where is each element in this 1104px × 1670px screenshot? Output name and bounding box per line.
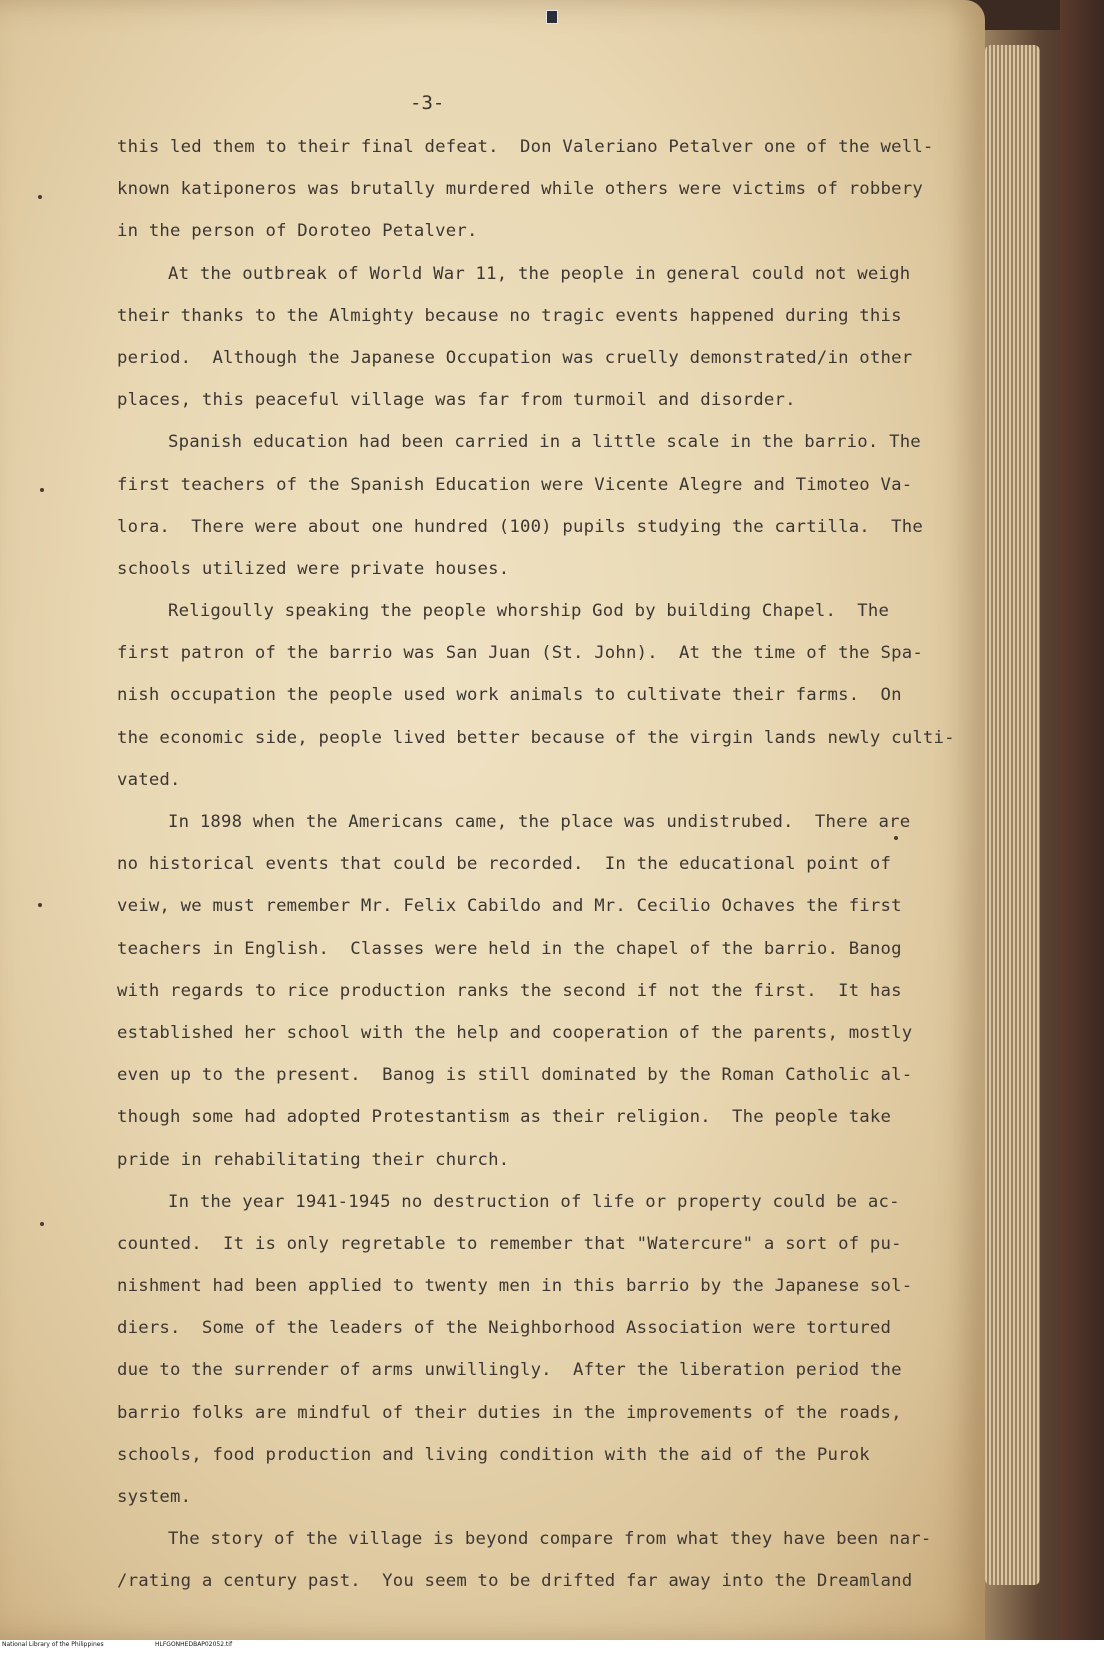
page-stack bbox=[985, 45, 1040, 1585]
text-line: their thanks to the Almighty because no tragic events happened during this bbox=[117, 305, 902, 326]
text-line: diers. Some of the leaders of the Neighborhood Association were tortured bbox=[117, 1318, 892, 1339]
text-line: schools utilized were private houses. bbox=[117, 558, 510, 579]
text-line: even up to the present. Banog is still dominated by the Roman Catholic al- bbox=[117, 1065, 913, 1086]
library-credit: National Library of the Philippines bbox=[2, 1641, 104, 1648]
text-line: with regards to rice production ranks the second if not the first. It has bbox=[117, 980, 902, 1001]
text-line: In the year 1941-1945 no destruction of life or property could be ac- bbox=[168, 1191, 900, 1212]
text-line: schools, food production and living condition with the aid of the Purok bbox=[117, 1444, 870, 1465]
paper-speck bbox=[38, 903, 42, 907]
text-line: Religoully speaking the people whorship God by building Chapel. The bbox=[168, 601, 890, 622]
text-line: teachers in English. Classes were held in the chapel of the barrio. Banog bbox=[117, 938, 902, 959]
file-name: HLFGONHEDBAP02052.tif bbox=[155, 1641, 233, 1648]
text-line: system. bbox=[117, 1487, 192, 1507]
text-line: nish occupation the people used work animals to cultivate their farms. On bbox=[117, 685, 902, 706]
text-line: in the person of Doroteo Petalver. bbox=[117, 221, 478, 242]
text-line: first teachers of the Spanish Education were Vicente Alegre and Timoteo Va- bbox=[117, 474, 913, 495]
text-line: the economic side, people lived better because of the virgin lands newly culti- bbox=[117, 727, 955, 748]
text-line: period. Although the Japanese Occupation was cruelly demonstrated/in other bbox=[117, 347, 913, 368]
paper-speck bbox=[40, 488, 44, 492]
text-line: first patron of the barrio was San Juan (St. John). At the time of the Spa- bbox=[117, 643, 923, 664]
book-cover bbox=[1060, 0, 1104, 1640]
footer-bar bbox=[0, 1640, 1104, 1650]
text-line: this led them to their final defeat. Don Valeriano Petalver one of the well- bbox=[117, 137, 934, 157]
text-line: counted. It is only regretable to remember that "Watercure" a sort of pu- bbox=[117, 1233, 902, 1254]
text-line: established her school with the help and cooperation of the parents, mostly bbox=[117, 1022, 913, 1043]
text-line: At the outbreak of World War 11, the people in general could not weigh bbox=[168, 263, 911, 284]
typed-text-body bbox=[117, 126, 955, 1603]
text-line: Spanish education had been carried in a little scale in the barrio. The bbox=[168, 432, 921, 453]
text-line: barrio folks are mindful of their duties in the improvements of the roads, bbox=[117, 1402, 902, 1423]
text-line: veiw, we must remember Mr. Felix Cabildo and Mr. Cecilio Ochaves the first bbox=[117, 896, 902, 917]
text-line: pride in rehabilitating their church. bbox=[117, 1149, 510, 1170]
text-line: due to the surrender of arms unwillingly. After the liberation period the bbox=[117, 1360, 902, 1381]
text-line: places, this peaceful village was far from turmoil and disorder. bbox=[117, 390, 796, 411]
paper-speck bbox=[38, 195, 42, 199]
text-line: In 1898 when the Americans came, the place was undistrubed. There are bbox=[168, 812, 911, 832]
text-line: known katiponeros was brutally murdered while others were victims of robbery bbox=[117, 179, 923, 200]
text-line: vated. bbox=[117, 769, 181, 790]
text-line: /rating a century past. You seem to be drifted far away into the Dreamland bbox=[117, 1571, 913, 1592]
text-line: though some had adopted Protestantism as their religion. The people take bbox=[117, 1107, 892, 1128]
text-line: lora. There were about one hundred (100) pupils studying the cartilla. The bbox=[117, 516, 923, 537]
text-line: no historical events that could be recorded. In the educational point of bbox=[117, 854, 892, 875]
text-line: The story of the village is beyond compare from what they have been nar- bbox=[168, 1529, 932, 1550]
viewer-pin-icon bbox=[546, 10, 558, 24]
text-line: nishment had been applied to twenty men in this barrio by the Japanese sol- bbox=[117, 1276, 913, 1297]
page-number: -3- bbox=[410, 92, 445, 114]
paper-speck bbox=[40, 1222, 44, 1226]
